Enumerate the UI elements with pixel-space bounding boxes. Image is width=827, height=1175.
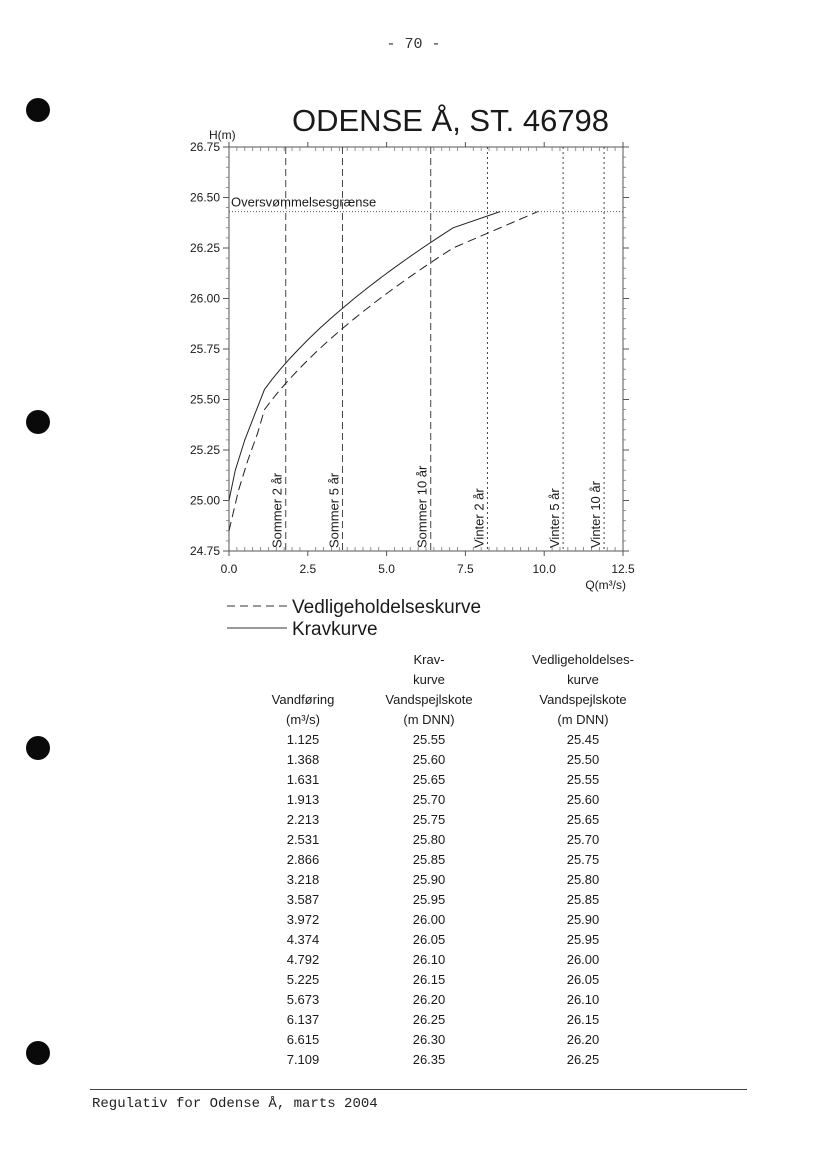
table-cell: 25.65 — [566, 812, 600, 827]
table-header-cell — [252, 650, 354, 670]
table-cell: 26.00 — [566, 952, 600, 967]
table-cell: 3.587 — [286, 892, 320, 907]
table-cell: 5.225 — [286, 972, 320, 987]
table-cell: 26.10 — [566, 992, 600, 1007]
table-row — [252, 910, 662, 930]
table-cell: 2.531 — [286, 832, 320, 847]
requirement-curve — [229, 212, 500, 501]
table-cell: 7.109 — [286, 1052, 320, 1067]
table-cell: 25.90 — [412, 872, 446, 887]
binder-hole — [26, 1041, 50, 1065]
table-cell: 26.15 — [566, 1012, 600, 1027]
table-header-cell: (m DNN) — [403, 712, 455, 727]
footer-text: Regulativ for Odense Å, marts 2004 — [92, 1096, 378, 1112]
table-row — [252, 790, 662, 810]
x-tick-label: 2.5 — [299, 562, 317, 576]
x-tick-label: 12.5 — [611, 562, 635, 576]
table-header-row — [252, 690, 662, 710]
y-tick-label: 26.00 — [189, 291, 220, 306]
table-cell: 3.218 — [286, 872, 320, 887]
table-header-row — [252, 650, 662, 670]
table-cell: 26.25 — [566, 1052, 600, 1067]
table-row — [252, 770, 662, 790]
table-cell: 25.75 — [566, 852, 600, 867]
reference-line-label: Sommer 10 år — [414, 465, 430, 548]
table-cell: 25.45 — [566, 732, 600, 747]
table-cell: 25.60 — [566, 792, 600, 807]
y-tick-label: 25.00 — [189, 493, 220, 508]
table-row — [252, 830, 662, 850]
table-row — [252, 850, 662, 870]
table-cell: 6.137 — [286, 1012, 320, 1027]
table-row — [252, 930, 662, 950]
table-row — [252, 990, 662, 1010]
reference-line-label: Vinter 2 år — [471, 488, 487, 548]
table-header-cell: (m³/s) — [286, 712, 320, 727]
reference-line-label: Sommer 5 år — [326, 472, 342, 548]
table-header-cell: Vandspejlskote — [539, 692, 627, 707]
chart-title: ODENSE Å, ST. 46798 — [292, 103, 610, 138]
table-header-cell: kurve — [413, 672, 445, 687]
table-row — [252, 1010, 662, 1030]
table-cell: 26.20 — [566, 1032, 600, 1047]
table-header-cell — [252, 670, 354, 690]
table-header-cell: Vedligeholdelses- — [532, 652, 634, 667]
table-cell: 25.95 — [566, 932, 600, 947]
table-cell: 26.25 — [412, 1012, 446, 1027]
table-cell: 1.631 — [286, 772, 320, 787]
table-cell: 26.30 — [412, 1032, 446, 1047]
table-cell: 26.05 — [566, 972, 600, 987]
y-axis-label: H(m) — [209, 128, 236, 142]
table-cell: 25.50 — [566, 752, 600, 767]
table-cell: 25.85 — [566, 892, 600, 907]
y-tick-label: 26.25 — [189, 241, 220, 255]
table-cell: 3.972 — [286, 912, 320, 927]
rating-table — [252, 650, 662, 1070]
table-cell: 25.60 — [412, 752, 446, 767]
table-cell: 25.70 — [566, 832, 600, 847]
table-row — [252, 950, 662, 970]
table-cell: 26.10 — [412, 952, 446, 967]
table-cell: 1.125 — [286, 732, 320, 747]
footer-divider — [90, 1089, 747, 1090]
binder-hole — [26, 736, 50, 760]
table-row — [252, 870, 662, 890]
table-cell: 25.80 — [412, 832, 446, 847]
x-axis-label: Q(m³/s) — [585, 578, 626, 592]
table-cell: 25.55 — [412, 732, 446, 747]
table-header-cell: (m DNN) — [557, 712, 609, 727]
table-cell: 1.368 — [286, 752, 320, 767]
table-cell: 26.05 — [412, 932, 446, 947]
table-header-cell: kurve — [567, 672, 599, 687]
table-row — [252, 730, 662, 750]
table-cell: 25.90 — [566, 912, 600, 927]
legend-label: Vedligeholdelseskurve — [292, 597, 482, 618]
table-row — [252, 810, 662, 830]
reference-line-label: Vinter 5 år — [547, 488, 563, 548]
table-cell: 25.95 — [412, 892, 446, 907]
table-header-row — [252, 710, 662, 730]
table-row — [252, 1030, 662, 1050]
flood-limit-label: Oversvømmelsesgrænse — [231, 194, 377, 210]
table-header-row — [252, 670, 662, 690]
table-cell: 5.673 — [286, 992, 320, 1007]
reference-line-label: Sommer 2 år — [269, 472, 285, 548]
table-cell: 2.213 — [286, 812, 320, 827]
table-header-cell: Krav- — [413, 652, 445, 667]
table-cell: 25.65 — [412, 772, 446, 787]
y-tick-label: 26.50 — [189, 190, 220, 205]
x-tick-label: 7.5 — [457, 562, 474, 576]
table-header-cell: Vandspejlskote — [385, 692, 473, 707]
table-row — [252, 970, 662, 990]
table-cell: 25.75 — [412, 812, 446, 827]
y-tick-label: 25.50 — [189, 392, 220, 407]
table-cell: 25.80 — [566, 872, 600, 887]
table-cell: 25.55 — [566, 772, 600, 787]
table-cell: 26.20 — [412, 992, 446, 1007]
table-cell: 4.792 — [286, 952, 320, 967]
table-cell: 26.15 — [412, 972, 446, 987]
x-tick-label: 0.0 — [220, 562, 238, 576]
table-cell: 26.00 — [412, 912, 446, 927]
table-cell: 26.35 — [412, 1052, 446, 1067]
y-tick-label: 24.75 — [189, 544, 220, 558]
y-tick-label: 25.25 — [189, 443, 220, 457]
table-cell: 25.85 — [412, 852, 446, 867]
table-row — [252, 890, 662, 910]
x-tick-label: 10.0 — [532, 562, 556, 576]
legend-label: Kravkurve — [292, 619, 378, 640]
page-number: - 70 - — [386, 36, 441, 53]
table-row — [252, 1050, 662, 1070]
table-cell: 6.615 — [286, 1032, 320, 1047]
table-cell: 25.70 — [412, 792, 446, 807]
x-tick-label: 5.0 — [378, 562, 395, 576]
y-tick-label: 25.75 — [189, 342, 220, 356]
table-header-cell: Vandføring — [271, 692, 335, 707]
table-cell: 1.913 — [286, 792, 320, 807]
reference-line-label: Vinter 10 år — [588, 481, 604, 548]
table-cell: 2.866 — [286, 852, 320, 867]
table-cell: 4.374 — [286, 932, 320, 947]
y-tick-label: 26.75 — [189, 140, 220, 154]
table-row — [252, 750, 662, 770]
